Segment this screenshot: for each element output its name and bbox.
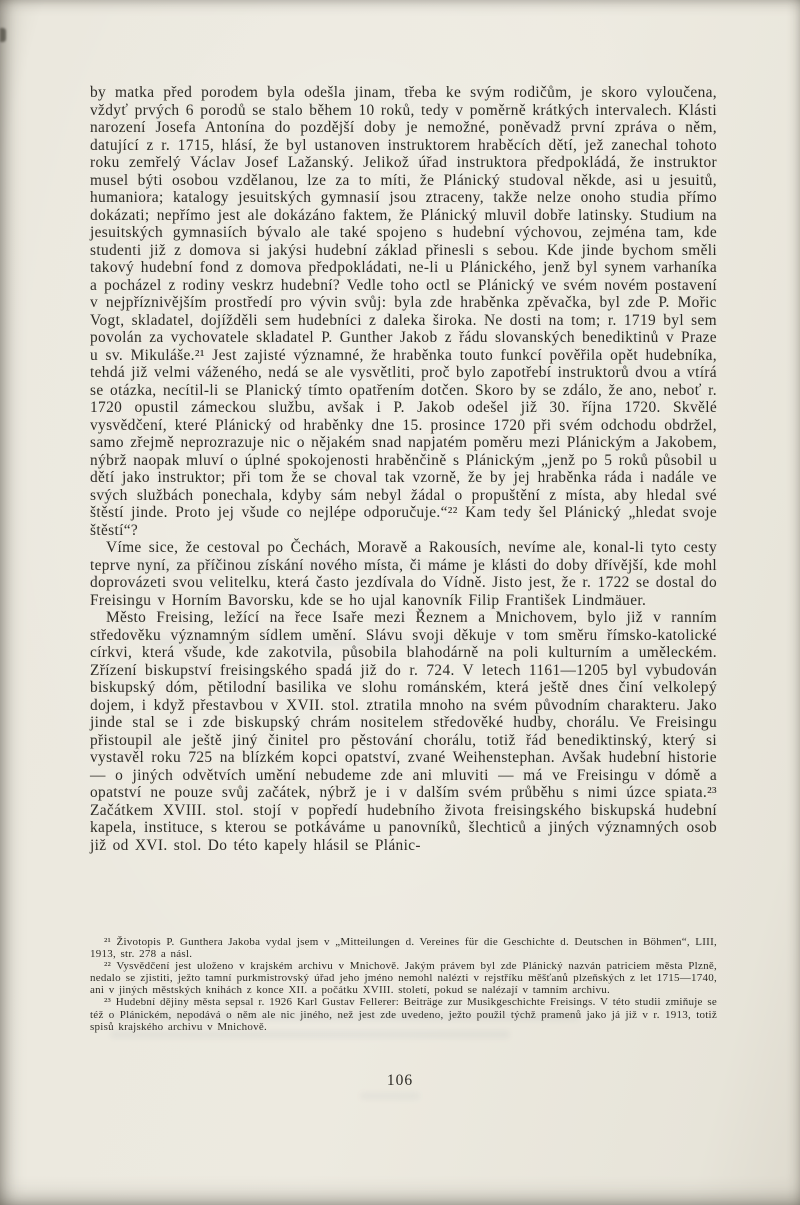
body-paragraph: by matka před porodem byla odešla jinam, třeba ke svým rodičům, je skoro vyloučena, vždyť prvých 6 porodů se stalo během 10 roků, tedy v poměrně krátkých intervalech. Klásti narození Josefa Antonína do pozdější doby je nemožné, poněvadž první zpráva o něm, datující z r. 1715, hlásí, že byl ustanoven instruktorem hraběcích dětí, jež zanechal tohoto roku zemřelý Václav Josef Lažanský. Jelikož úřad instruktora předpokládá, že instruktor musel býti osobou vzdělanou, lze za to míti, že Plánický studoval někde, asi u jesuitů, humaniora; katalogy jesuitských gymnasií jsou ztraceny, takže nelze onoho studia přímo dokázati; nepřímo jest ale dokázáno faktem, že Plánický mluvil dobře latinsky. Studium na jesuitských gymnasiích bývalo ale také spojeno s hudební výchovou, zejména tam, kde studenti již z domova si jakýsi hudební základ přinesli s sebou. Kde jinde bychom směli takový hudební fond z domova předpokládati, ne-li u Plánického, jenž byl synem varhaníka a pocházel z rodiny veskrz hudební? Vedle toho octl se Plánický ve svém novém postavení v nejpříznivějším prostředí pro vývin svůj: byla zde hraběnka zpěvačka, byl zde P. Mořic Vogt, skladatel, dojížděli sem hudebníci z daleka široka. Ne dosti na tom; r. 1719 byl sem povolán za vychovatele skladatel P. Gunther Jakob z řádu slovanských benediktinů v Praze u sv. Mikuláše.²¹ Jest zajisté významné, že hraběnka touto funkcí pověřila opět hudebníka, tehdá již velmi váženého, nedá se ale vysvětliti, proč bylo zapotřebí instruktorů dvou a vtírá se otázka, necítil-li se Planický tímto opatřením dotčen. Skoro by se zdálo, že ano, neboť r. 1720 opustil zámeckou službu, avšak i P. Jakob odešel již 30. října 1720. Skvělé vysvědčení, které Plánický od hraběnky dne 15. prosince 1720 při svém odchodu obdržel, samo zřejmě neprozrazuje nic o nějakém snad napjatém poměru mezi Plánickým a Jakobem, nýbrž naopak mluví o úplné spokojenosti hraběnčině s Plánickým „jenž po 5 roků působil u dětí jako instruktor; při tom že se choval tak vzorně, že by jej hraběnka ráda i nadále ve svých službách ponechala, kdyby sám nebyl žádal o propuštění z místa, aby hledal své štěstí jinde. Proto jej všude co nejlépe odporučuje.“²² Kam tedy šel Plánický „hledat svoje štěstí“?	[90, 84, 717, 539]
footnote: ²¹ Životopis P. Gunthera Jakoba vydal jsem v „Mitteilungen d. Vereines für die Geschichte d. Deutschen in Böhmen“, LIII, 1913, str. 278 a násl.	[90, 936, 717, 961]
body-paragraph: Město Freising, ležící na řece Isaře mezi Řeznem a Mnichovem, bylo již v ranním středověku významným sídlem umění. Slávu svoji děkuje v tom směru římsko-katolické církvi, která všude, kde zakotvila, působila blahodárně na poli kulturním a uměleckém. Zřízení biskupství freisingského spadá již do r. 724. V letech 1161—1205 byl vybudován biskupský dóm, pětilodní basilika ve slohu románském, která ještě dnes činí velkolepý dojem, i když přestavbou v XVII. stol. ztratila mnoho na svém původním charakteru. Jako jinde stal se i zde biskupský chrám nositelem středověké hudby, chorálu. Ve Freisingu přistoupil ale ještě jiný činitel pro pěstování chorálu, totiž řád benediktinský, který si vystavěl roku 725 na blízkém kopci opatství, zvané Weihenstephan. Avšak hudební historie — o jiných odvětvích umění nebudeme zde ani mluviti — má ve Freisingu v dómě a opatství ne pouze svůj začátek, nýbrž je i v dalším svém průběhu s nimi úzce spiata.²³ Začátkem XVIII. stol. stojí v popředí hudebního života freisingského biskupská hudební kapela, instituce, s kterou se potkáváme u panovníků, šlechticů a jiných významných osob již od XVI. stol. Do této kapely hlásil se Plánic-	[90, 609, 717, 854]
footnote: ²³ Hudební dějiny města sepsal r. 1926 Karl Gustav Fellerer: Beiträge zur Musikgeschichte Freisings. V této studii zmiňuje se též o Plánickém, nepodává o něm ale nic jiného, než jest zde uvedeno, ježto použil týchž pramenů jako já již v r. 1913, totiž spisů krajského archivu v Mnichově.	[90, 996, 717, 1033]
page-body	[90, 84, 717, 854]
footnote: ²² Vysvědčení jest uloženo v krajském archivu v Mnichově. Jakým právem byl zde Plánický nazván patriciem města Plzně, nedalo se zjistiti, ježto tamní purkmistrovský úřad jeho jméno nemohl nalézti v rejstříku měšťanů plzeňských z let 1715—1740, ani v jiných městských knihách z konce XII. a počátku XVIII. století, pokud se nalézají v tamním archivu.	[90, 960, 717, 997]
body-paragraph: Víme sice, že cestoval po Čechách, Moravě a Rakousích, nevíme ale, konal-li tyto cesty teprve nyní, za příčinou získání nového místa, či máme je klásti do doby dřívější, kde mohl doprovázeti svou velitelku, která často jezdívala do Vídně. Jisto jest, že r. 1722 se dostal do Freisingu v Horním Bavorsku, kde se ho ujal kanovník Filip František Lindmäuer.	[90, 539, 717, 609]
footnotes-section	[90, 936, 717, 1033]
scan-edge-speck	[0, 28, 6, 42]
showthrough-smudge	[360, 1092, 420, 1100]
page-number: 106	[386, 1072, 414, 1089]
